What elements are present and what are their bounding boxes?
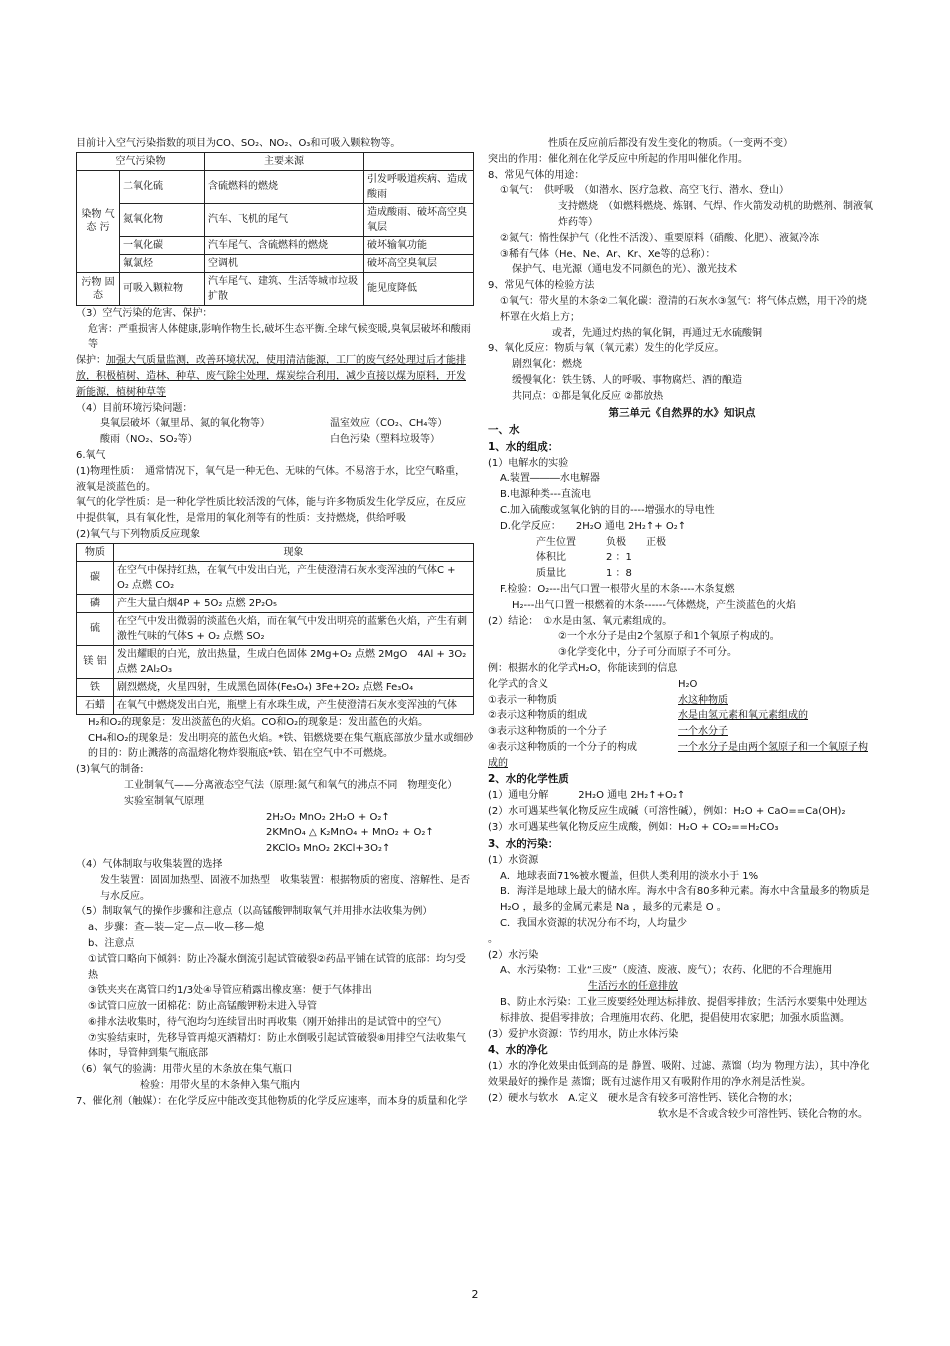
list-item: ①试管口略向下倾斜：防止冷凝水倒流引起试管破裂②药品平铺在试管的底部：均匀受热 [88, 953, 466, 981]
list-item: ②氮气：惰性保护气（化性不活泼）、重要原料（硝酸、化肥）、液氮冷冻 [500, 232, 819, 244]
list-item: 剧烈氧化：燃烧 [512, 359, 582, 371]
section-label: （4）目前环境污染问题： [76, 402, 193, 414]
paragraph: 发生装置：固固加热型、固液不加热型 收集装置：根据物质的密度、溶解性、是否与水反应。 [100, 874, 470, 902]
list-item: C．我国水资源的状况分布不均，人均量少 [500, 918, 687, 930]
group-label: 染物 气态 污 [77, 170, 120, 272]
section-heading: 1、水的组成： [488, 440, 559, 453]
meaning-row: 化学式的含义 H₂O [488, 678, 698, 690]
meaning-row: ④表示这种物质的一个分子的构成 一个水分子是由两个氢原子和一个氧原子构成的 [488, 741, 868, 769]
list-item: 缓慢氧化：铁生锈、人的呼吸、事物腐烂、酒的酿造 [512, 374, 742, 386]
table-cell: 可吸入颗粒物 [120, 272, 205, 305]
table-cell: 含硫燃料的燃烧 [205, 170, 364, 203]
page-number: 2 [471, 1288, 479, 1301]
list-item: ⑦实验结束时，先移导管再熄灭酒精灯：防止水倒吸引起试管破裂⑧用排空气法收集气体时，导管伸到集气瓶底部 [88, 1032, 466, 1060]
list-item: (2）水可遇某些氧化物反应生成碱（可溶性碱），例如：H₂O + CaO==Ca(OH)₂ [488, 806, 846, 818]
table-header: 空气污染物 [77, 152, 205, 170]
paragraph: 性质在反应前后都没有发生变化的物质。（一变两不变） [548, 138, 793, 149]
table-header: 现象 [114, 543, 474, 561]
paragraph: （6）氧气的验满：用带火星的木条放在集气瓶口 [76, 1064, 293, 1076]
list-item: B、防止水污染：工业三废要经处理达标排放、提倡零排放；生活污水要集中处理达标排放、提倡零排放；合理施用农药、化肥，提倡使用农家肥；加强水质监测。 [500, 997, 867, 1024]
table-header [364, 152, 474, 170]
paragraph: 危害：严重损害人体健康,影响作物生长,破坏生态平衡.全球气候变暖,臭氧层破坏和酸雨等 [88, 323, 471, 351]
section-label: 9、氧化反应：物质与氧（氧元素）发生的化学反应。 [488, 343, 725, 355]
list-item: ①氧气： 供呼吸 （如潜水、医疗急救、高空飞行、潜水、登山） [500, 185, 789, 197]
section-label: （5）制取氧气的操作步骤和注意点（以高锰酸钾制取氧气并用排水法收集为例） [76, 906, 433, 918]
list-item: B．海洋是地球上最大的储水库。海水中含有80多种元素。海水中含量最多的物质是 H₂O ，最多的金属元素是 Na ，最多的元素是 O 。 [500, 886, 870, 914]
paragraph: H₂和O₂的现象是：发出淡蓝色的火焰。CO和O₂的现象是：发出蓝色的火焰。 [88, 716, 429, 728]
paragraph: 实验室制氧气原理 [124, 795, 204, 807]
list-item: ②一个水分子是由2个氢原子和1个氧原子构成的。 [558, 631, 780, 643]
paragraph: 突出的作用：催化剂在化学反应中所起的作用叫催化作用。 [488, 153, 748, 165]
table-cell: 破坏高空臭氧层 [364, 254, 474, 272]
list-item: ③铁夹夹在离管口约1/3处④导管应稍露出橡皮塞：便于气体排出 [88, 985, 373, 997]
list-item: 酸雨（NO₂、SO₂等） 白色污染（塑料垃圾等） [100, 434, 440, 446]
section-label: 8、常见气体的用途： [488, 169, 585, 181]
section-heading: 6.氧气 [76, 449, 106, 461]
unit-title: 第三单元《自然界的水》知识点 [608, 406, 756, 419]
paragraph: 检验：用带火星的木条伸入集气瓶内 [140, 1080, 300, 1092]
section-label: （4）气体制取与收集装置的选择 [76, 858, 223, 870]
equation: 2KMnO₄ △ K₂MnO₄ + MnO₂ + O₂↑ [266, 827, 434, 839]
paragraph: (1)物理性质： 通常情况下，氧气是一种无色、无味的气体。不易溶于水，比空气略重，液氧是淡蓝色的。 [76, 465, 466, 493]
list-item: (2）硬水与软水 A.定义 硬水是含有较多可溶性钙、镁化合物的水； [488, 1093, 799, 1105]
pollutant-table [76, 152, 474, 306]
list-item: 臭氧层破坏（氟里昂、氮的氧化物等） 温室效应（CO₂、CH₄等） [100, 418, 448, 430]
meaning-row: ②表示这种物质的组成 水是由氢元素和氧元素组成的 [488, 710, 808, 722]
list-item: A．地球表面71%被水覆盖，但供人类利用的淡水小于 1% [500, 870, 759, 882]
list-item: 保护气、电光源（通电发不同颜色的光）、激光技术 [512, 264, 737, 276]
table-cell: 镁 铝 [77, 645, 114, 678]
list-item: 支持燃烧 （如燃料燃烧、炼钢、气焊、作火箭发动机的助燃剂、制液氧炸药等） [558, 201, 873, 228]
table-cell: 产生大量白烟4P + 5O₂ 点燃 2P₂O₅ [114, 594, 474, 612]
equation: 2KClO₃ MnO₂ 2KCl+3O₂↑ [266, 843, 391, 855]
list-item: (3）爱护水资源：节约用水，防止水体污染 [488, 1028, 679, 1040]
table-cell: 碳 [77, 561, 114, 594]
right-column [488, 0, 876, 1123]
list-item: (2）结论： ①水是由氢、氧元素组成的。 [488, 615, 673, 627]
table-cell: 汽车尾气、建筑、生活等城市垃圾扩散 [205, 272, 364, 305]
table-cell: 造成酸雨、破坏高空臭氧层 [364, 203, 474, 236]
list-item: 或者，先通过灼热的氧化铜，再通过无水硫酸铜 [552, 327, 762, 339]
list-item: a、步骤：查—装—定—点—收—移—熄 [88, 922, 265, 934]
table-cell: 硫 [77, 612, 114, 645]
meaning-row: ③表示这种物质的一个分子 一个水分子 [488, 726, 728, 738]
table-cell: 石蜡 [77, 696, 114, 714]
table-cell: 在空气中发出微弱的淡蓝色火焰，而在氧气中发出明亮的蓝紫色火焰，产生有刺激性气味的气体S + O₂ 点燃 SO₂ [114, 612, 474, 645]
list-item: F.检验：O₂---出气口置一根带火星的木条----木条复燃 [500, 583, 735, 595]
list-item: (1）水资源 [488, 854, 539, 866]
list-item: (1）电解水的实验 [488, 457, 569, 469]
list-item: 软水是不含或含较少可溶性钙、镁化合物的水。 [658, 1108, 868, 1120]
list-item: (1）通电分解 2H₂O 通电 2H₂↑+O₂↑ [488, 790, 686, 802]
table-cell: 空调机 [205, 254, 364, 272]
table-header: 主要来源 [205, 152, 364, 170]
list-item: ⑤试管口应放一团棉花：防止高锰酸钾粉末进入导管 [88, 1001, 317, 1013]
table-cell: 剧烈燃烧，火星四射，生成黑色固体(Fe₃O₄) 3Fe+2O₂ 点燃 Fe₃O₄ [114, 678, 474, 696]
list-item: B.电源种类---直流电 [500, 489, 591, 501]
list-item: A、水污染物：工业“三废”（废渣、废液、废气）；农药、化肥的不合理施用 [500, 965, 833, 977]
paragraph: 工业制氧气——分离液态空气法（原理:氮气和氧气的沸点不同 物理变化） [124, 779, 458, 791]
list-item: D.化学反应： 2H₂O 通电 2H₂↑+ O₂↑ [500, 520, 687, 532]
list-item: (1）水的净化效果由低到高的是 静置、吸附、过滤、蒸馏（均为 物理方法），其中净化效果最好的操作是 蒸馏；既有过滤作用又有吸附作用的净水剂是活性炭。 [488, 1061, 870, 1089]
table-cell: 能见度降低 [364, 272, 474, 305]
section-heading: 4、水的净化 [488, 1044, 548, 1057]
table-cell: 发出耀眼的白光，放出热量，生成白色固体 2Mg+O₂ 点燃 2MgO 4Al + 3O₂ 点燃 2Al₂O₃ [114, 645, 474, 678]
table-cell: 引发呼吸道疾病、造成酸雨 [364, 170, 474, 203]
equation: 2H₂O₂ MnO₂ 2H₂O + O₂↑ [266, 811, 390, 823]
table-cell: 氟氯烃 [120, 254, 205, 272]
section-heading: 3、水的污染： [488, 837, 559, 850]
list-item: (3）水可遇某些氧化物反应生成酸，例如：H₂O + CO₂==H₂CO₃ [488, 822, 779, 834]
list-item: 共同点：①都是氧化反应 ②都放热 [512, 390, 664, 402]
paragraph: 7、催化剂（触媒）：在化学反应中能改变其他物质的化学反应速率，而本身的质量和化学 [76, 1095, 468, 1107]
paragraph: 氧气的化学性质：是一种化学性质比较活泼的气体，能与许多物质发生化学反应，在反应中提供氧，具有氧化性，是常用的氧化剂等有的性质：支持燃烧，供给呼吸 [76, 497, 466, 525]
section-label: (3)氧气的制备: [76, 764, 144, 776]
table-cell: 氮氧化物 [120, 203, 205, 236]
list-item: 产生位置 负极 正极 [536, 536, 666, 548]
paragraph: 例：根据水的化学式H₂O，你能读到的信息 [488, 662, 678, 674]
table-cell: 二氧化硫 [120, 170, 205, 203]
list-item: ⑥排水法收集时，待气泡均匀连续冒出时再收集（刚开始排出的是试管中的空气） [88, 1016, 447, 1028]
list-item: 质量比 1 ：8 [536, 568, 632, 580]
list-item: (2）水污染 [488, 949, 539, 961]
paragraph: CH₄和O₂的现象是：发出明亮的蓝色火焰。*铁、铝燃烧要在集气瓶底部放少量水或细砂的目的：防止溅落的高温熔化物炸裂瓶底*铁、铝在空气中不可燃烧。 [88, 732, 474, 760]
table-cell: 破坏输氧功能 [364, 236, 474, 254]
list-item: ③化学变化中，分子可分而原子不可分。 [558, 647, 737, 659]
section-heading: 2、水的化学性质 [488, 773, 569, 786]
table-cell: 在空气中保持红热，在氧气中发出白光，产生使澄清石灰水变浑浊的气体C + O₂ 点燃 CO₂ [114, 561, 474, 594]
group-label: 污物 固态 [77, 272, 120, 305]
list-item: b、注意点 [88, 937, 135, 949]
section-label: 9、常见气体的检验方法 [488, 280, 595, 292]
list-item: C.加入硫酸或氢氧化钠的目的----增强水的导电性 [500, 504, 715, 516]
meaning-row: ①表示一种物质 水这种物质 [488, 694, 728, 706]
table-cell: 在氧气中燃烧发出白光，瓶壁上有水珠生成，产生使澄清石灰水变浑浊的气体 [114, 696, 474, 714]
left-column [76, 0, 474, 1110]
table-cell: 磷 [77, 594, 114, 612]
section-label: (2)氧气与下列物质反应现象 [76, 528, 201, 540]
table-cell: 铁 [77, 678, 114, 696]
list-item: ①氧气：带火星的木条②二氧化碳：澄清的石灰水③氢气：将气体点燃，用干冷的烧杯罩在火焰上方； [500, 295, 867, 323]
table-header: 物质 [77, 543, 114, 561]
table-cell: 汽车尾气、含硫燃料的燃烧 [205, 236, 364, 254]
list-item: 体积比 2 ：1 [536, 552, 632, 564]
section-heading: 一、水 [488, 423, 520, 436]
intro-text: 目前计入空气污染指数的项目为CO、SO₂、NO₂、O₃和可吸入颗粒物等。 [76, 138, 401, 149]
list-item: 生活污水的任意排放 [588, 981, 678, 993]
list-item: 。 [488, 933, 498, 945]
list-item: A.装置―――水电解器 [500, 473, 600, 485]
reaction-table [76, 543, 474, 715]
list-item: ③稀有气体（He、Ne、Ar、Kr、Xe等的总称）： [500, 248, 716, 260]
section-label: （3）空气污染的危害、保护： [76, 307, 213, 319]
paragraph: 保护：加强大气质量监测，改善环境状况，使用清洁能源，工厂的废气经处理过后才能排放，积极植树、造林、种草、废气除尘处理，煤炭综合利用，减少直接以煤为原料，开发新能源，植树种草等 [76, 355, 466, 398]
table-cell: 汽车、飞机的尾气 [205, 203, 364, 236]
table-cell: 一氧化碳 [120, 236, 205, 254]
list-item: H₂---出气口置一根燃着的木条------气体燃烧，产生淡蓝色的火焰 [512, 599, 797, 611]
